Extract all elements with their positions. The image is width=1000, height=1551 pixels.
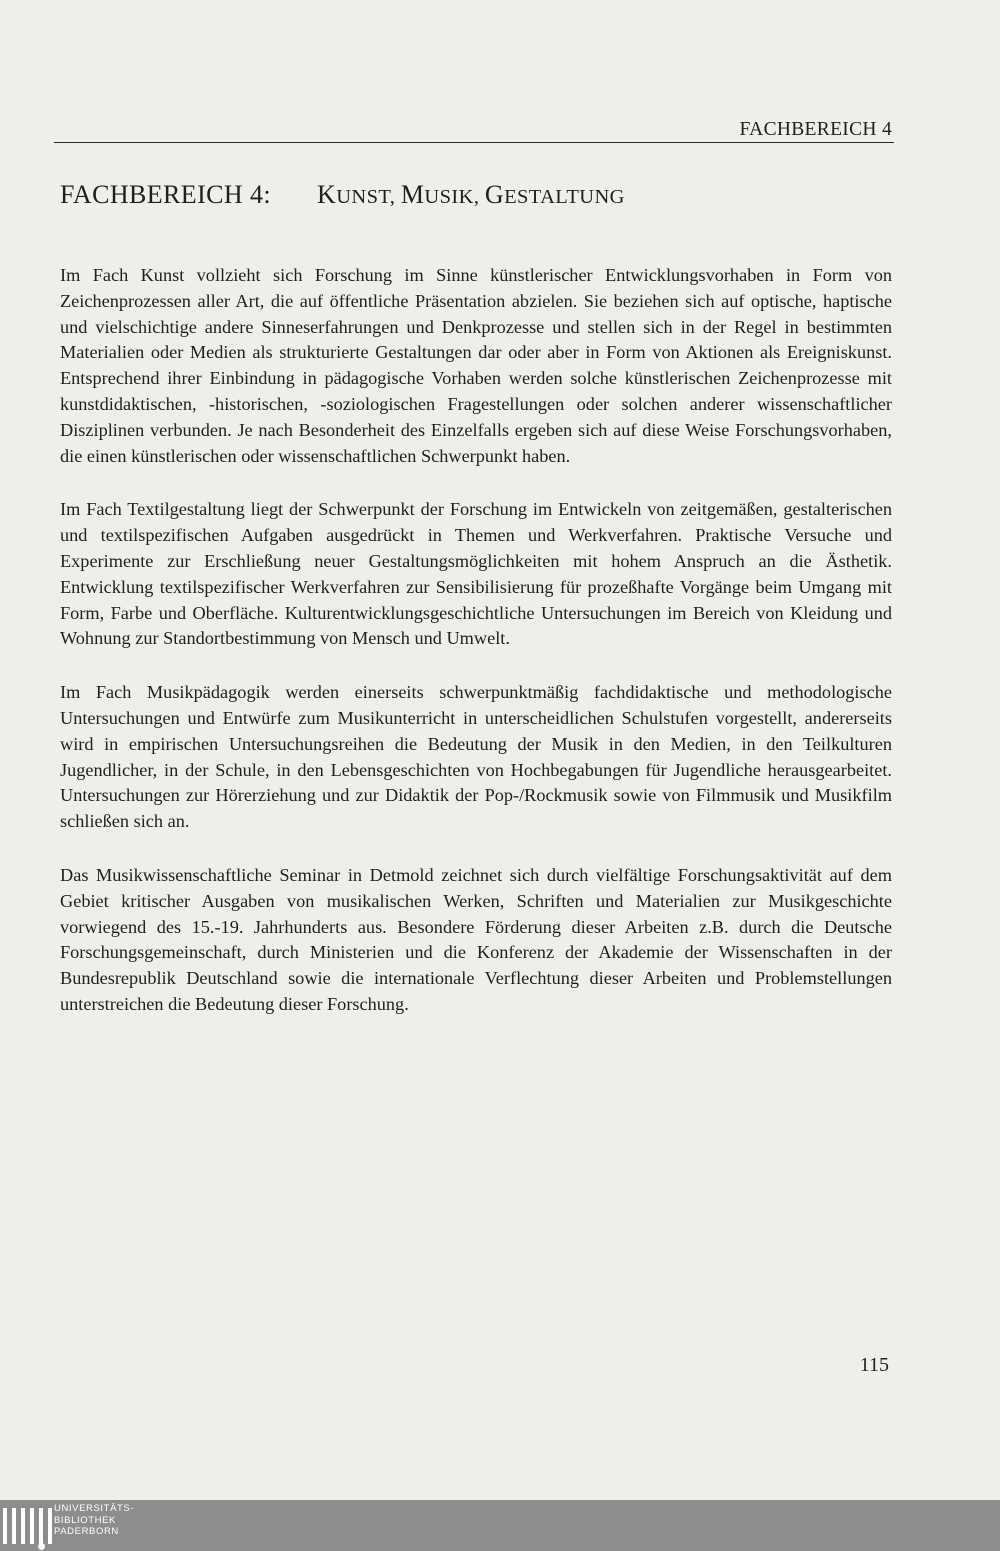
paragraph-textilgestaltung: Im Fach Textilgestaltung liegt der Schwerpunkt der Forschung im Entwickeln von zeitgemäßen, gestalterischen und textilspezifischen Aufgaben ausgedrückt in Themen und Werkverfahren. Praktische Versuche und Experimente zur Erschließung neuer Gestaltungsmöglichkeiten mit hohem Anspruch an die Ästhetik. Entwicklung textilspezifischer Werkverfahren zur Sensibilisierung für prozeßhafte Vorgänge beim Umgang mit Form, Farbe und Oberfläche. Kulturentwicklungsgeschichtliche Untersuchungen im Bereich von Kleidung und Wohnung zur Standortbestimmung von Mensch und Umwelt. (60, 499, 892, 649)
paragraph-kunst: Im Fach Kunst vollzieht sich Forschung im Sinne künstlerischer Entwicklungsvorhaben in Form von Zeichenprozessen aller Art, die auf öffentliche Präsentation abzielen. Sie beziehen sich auf optische, haptische und vielschichtige andere Sinneserfahrungen und Denkprozesse und stellen sich in der Regel in bestimmten Materialien oder Medien als strukturierte Gestaltungen dar oder aber in Form von Aktionen als Ereigniskunst. Entsprechend ihrer Einbindung in pädagogische Vorhaben werden solche künstlerischen Zeichenprozesse mit kunstdidaktischen, -historischen, -soziologischen Fragestellungen oder solchen anderer wissenschaftlicher Disziplinen verbunden. Je nach Besonderheit des Einzelfalls ergeben sich auf diese Weise Forschungsvorhaben, die einen künstlerischen oder wissenschaftlichen Schwerpunkt haben. (60, 265, 892, 466)
library-logo-line: UNIVERSITÄTS- (54, 1503, 135, 1514)
library-logo (54, 1503, 134, 1538)
running-header: FACHBEREICH 4 (739, 119, 892, 140)
body-text (60, 263, 892, 1046)
library-logo-line: BIBLIOTHEK (54, 1514, 116, 1526)
chapter-title (60, 180, 625, 210)
library-logo-line: PADERBORN (54, 1526, 119, 1537)
footer-dot-icon (38, 1543, 45, 1550)
chapter-number-label: FACHBEREICH 4: (60, 180, 271, 209)
library-barcode-icon (3, 1508, 52, 1544)
header-rule (54, 142, 894, 143)
chapter-title-text: KUNST, MUSIK, GESTALTUNG (317, 180, 625, 209)
paragraph-musikpaedagogik: Im Fach Musikpädagogik werden einerseits schwerpunktmäßig fachdidaktische und methodologische Untersuchungen und Entwürfe zum Musikunterricht in unterscheidlichen Schulstufen vorgestellt, andererseits wird in empirischen Untersuchungsreihen die Bedeutung der Musik in den Medien, in den Teilkulturen Jugendlicher, in der Schule, in den Lebensgeschichten von Hochbegabungen für Jugendliche herausgearbeitet. Untersuchungen zur Hörerziehung und zur Didaktik der Pop-/Rockmusik sowie von Filmmusik und Musikfilm schließen sich an. (60, 682, 892, 832)
library-footer (0, 1500, 1000, 1551)
paragraph-musikwissenschaft: Das Musikwissenschaftliche Seminar in Detmold zeichnet sich durch vielfältige Forschungsaktivität auf dem Gebiet kritischer Ausgaben von musikalischen Werken, Schriften und Materialien zur Musikgeschichte vorwiegend des 15.-19. Jahrhunderts aus. Besondere Förderung dieser Arbeiten z.B. durch die Deutsche Forschungsgemeinschaft, durch Ministerien und die Konferenz der Akademie der Wissenschaften in der Bundesrepublik Deutschland sowie die internationale Verflechtung dieser Arbeiten und Problemstellungen unterstreichen die Bedeutung dieser Forschung. (60, 864, 892, 1014)
page-number: 115 (859, 1354, 889, 1376)
